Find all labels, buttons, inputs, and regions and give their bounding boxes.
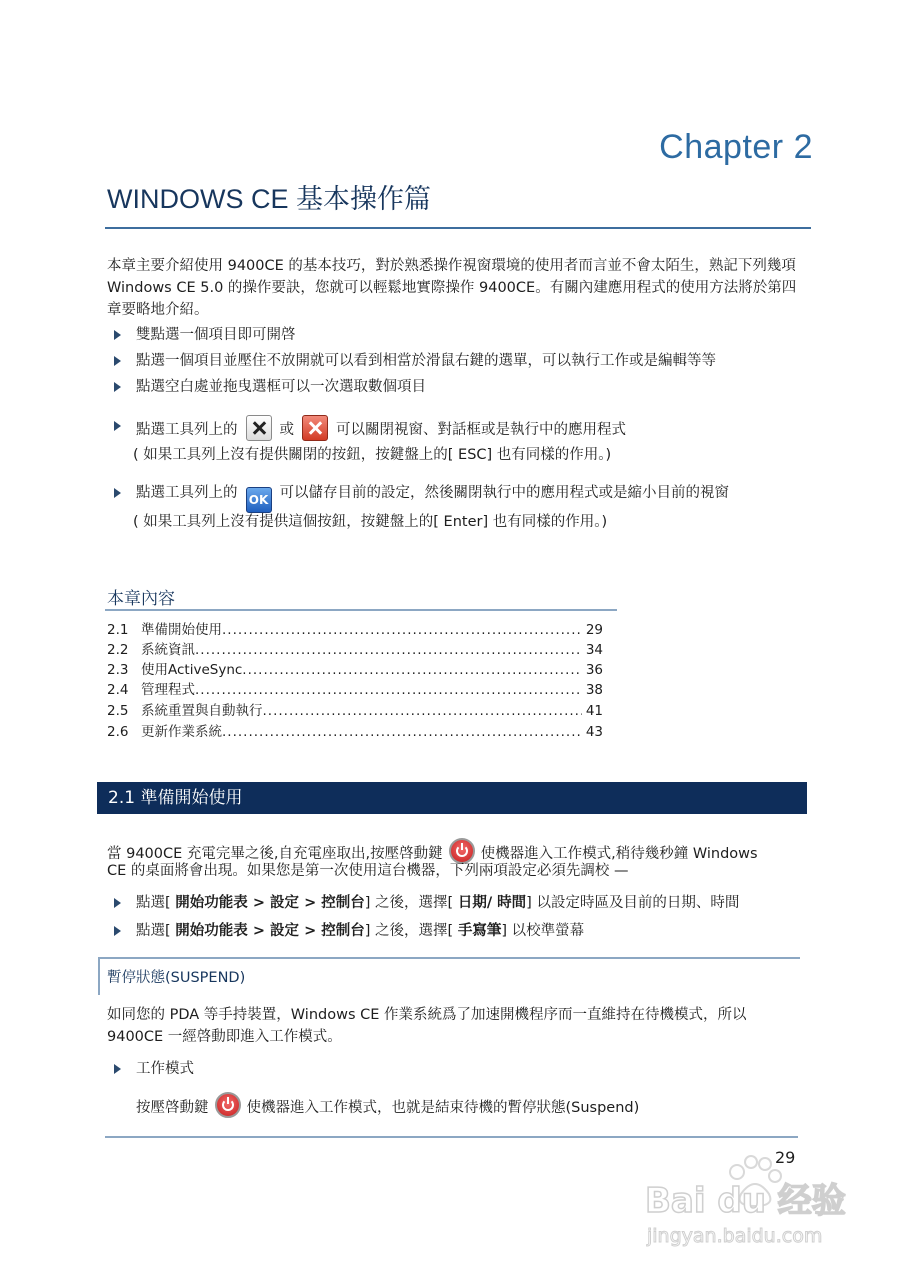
bullet-arrow-icon: [114, 1064, 121, 1074]
chapter-label: Chapter 2: [659, 128, 813, 166]
menu-path: 開始功能表 > 設定 > 控制台: [175, 923, 365, 939]
bullet-close-pre: 點選工具列上的: [136, 422, 238, 438]
ok-icon: OK: [246, 487, 272, 513]
toc-item-number: 2.4: [107, 682, 129, 698]
section-para-post1: 使機器進入工作模式,稍待幾秒鐘 Windows: [480, 846, 758, 862]
watermark-url: jingyan.baidu.com: [647, 1225, 823, 1247]
step-stylus: [136, 920, 584, 942]
bullet-arrow-icon: [114, 898, 121, 908]
toc-item-page: 38: [585, 682, 603, 698]
bullet-close-or: 或: [279, 422, 294, 438]
toc-item-page: 43: [585, 724, 603, 740]
toc-item-title: 使用ActiveSync: [141, 662, 243, 678]
bullet-close-post: 可以關閉視窗、對話框或是執行中的應用程式: [336, 422, 626, 438]
toc-item-title: 準備開始使用: [141, 622, 222, 638]
toc-heading: 本章內容: [107, 589, 175, 609]
bullet-arrow-icon: [114, 356, 121, 366]
bullet-close-window: [136, 415, 626, 441]
step-text: ] 以校準螢幕: [501, 923, 585, 939]
page-number: 29: [775, 1148, 796, 1167]
toc-item-title: 更新作業系統: [141, 724, 222, 740]
toc-item[interactable]: [107, 660, 603, 680]
toc-leader-dots: [242, 660, 582, 680]
toc-item[interactable]: [107, 640, 603, 660]
setting-name: 手寫筆: [457, 923, 502, 939]
bullet-arrow-icon: [114, 926, 121, 936]
section-header-bar: 2.1 準備開始使用: [97, 782, 807, 814]
subsection-left-bar: [98, 957, 100, 995]
bullet-tap-hold: 點選一個項目並壓住不放開就可以看到相當於滑鼠右鍵的選單，可以執行工作或是編輯等等: [136, 353, 716, 369]
bullet-double-tap: 雙點選一個項目即可開啓: [136, 327, 296, 343]
close-note: ( 如果工具列上沒有提供關閉的按鈕，按鍵盤上的[ ESC] 也有同樣的作用。): [133, 447, 612, 463]
bullet-ok-pre: 點選工具列上的: [136, 485, 238, 501]
toc-item-page: 34: [585, 642, 603, 658]
toc-item[interactable]: [107, 620, 603, 640]
toc-item-page: 29: [585, 622, 603, 638]
bullet-arrow-icon: [114, 330, 121, 340]
bullet-ok-save: [136, 482, 729, 513]
ok-note: ( 如果工具列上沒有提供這個按鈕，按鍵盤上的[ Enter] 也有同樣的作用。): [133, 514, 608, 530]
work-mode-line: [136, 1092, 639, 1119]
bullet-drag-select: 點選空白處並拖曳選框可以一次選取數個項目: [136, 379, 426, 395]
work-mode-pre: 按壓啓動鍵: [136, 1100, 209, 1116]
toc-item[interactable]: [107, 722, 603, 742]
toc-item-number: 2.6: [107, 724, 129, 740]
toc-item-page: 41: [585, 703, 603, 719]
toc-item-page: 36: [585, 662, 603, 678]
bullet-arrow-icon: [114, 382, 121, 392]
toc-item-number: 2.5: [107, 703, 129, 719]
toc-leader-dots: [222, 722, 582, 742]
toc-leader-dots: [222, 620, 582, 640]
toc-item-number: 2.2: [107, 642, 129, 658]
bullet-ok-post: 可以儲存目前的設定，然後關閉執行中的應用程式或是縮小目前的視窗: [279, 485, 729, 501]
baidu-watermark: [645, 1150, 850, 1260]
power-button-icon: [215, 1092, 241, 1118]
section-para-pre: 當 9400CE 充電完畢之後,自充電座取出,按壓啓動鍵: [107, 846, 443, 862]
step-text: ] 之後，選擇[: [364, 923, 458, 939]
work-mode-post: 使機器進入工作模式，也就是結束待機的暫停狀態(Suspend): [246, 1100, 640, 1116]
setting-name: 日期/ 時間: [457, 895, 527, 911]
toc-item-number: 2.1: [107, 622, 129, 638]
section-para-line2: CE 的桌面將會出現。如果您是第一次使用這台機器，下列兩項設定必須先調校 —: [107, 863, 629, 879]
toc-item[interactable]: [107, 680, 603, 700]
step-text: ] 之後，選擇[: [364, 895, 458, 911]
toc-leader-dots: [263, 701, 582, 721]
step-text: 點選[: [136, 923, 176, 939]
intro-paragraph: 本章主要介紹使用 9400CE 的基本技巧，對於熟悉操作視窗環境的使用者而言並不會太陌生，熟記下列幾項 Windows CE 5.0 的操作要訣，您就可以輕鬆地實際操作 9400CE。有關內建應用程式的使用方法將於第四章要略地介紹。: [107, 258, 797, 318]
bullet-arrow-icon: [114, 421, 121, 431]
toc-item[interactable]: [107, 701, 603, 721]
toc-leader-dots: [195, 640, 582, 660]
subsection-heading: 暫停狀態(SUSPEND): [107, 970, 246, 986]
step-text: 點選[: [136, 895, 176, 911]
toc-item-title: 系統重置與自動執行: [141, 703, 263, 719]
close-x-red-icon: [302, 415, 328, 441]
menu-path: 開始功能表 > 設定 > 控制台: [175, 895, 365, 911]
title-divider: [105, 227, 811, 229]
suspend-paragraph: 如同您的 PDA 等手持裝置，Windows CE 作業系統爲了加速開機程序而一直維持在待機模式，所以 9400CE 一經啓動即進入工作模式。: [107, 1007, 747, 1045]
toc-item-number: 2.3: [107, 662, 129, 678]
toc-item-title: 系統資訊: [141, 642, 195, 658]
step-date-time: [136, 892, 739, 914]
subsection-divider: [98, 957, 800, 959]
step-text: ] 以設定時區及目前的日期、時間: [526, 895, 740, 911]
toc-divider: [105, 609, 617, 611]
footer-divider: [105, 1136, 798, 1138]
watermark-brand: Bai du 经验: [645, 1181, 846, 1221]
toc-item-title: 管理程式: [141, 682, 195, 698]
close-x-icon: [246, 415, 272, 441]
chapter-title: WINDOWS CE 基本操作篇: [107, 184, 431, 214]
work-mode-bullet: 工作模式: [136, 1061, 194, 1077]
toc-leader-dots: [195, 680, 582, 700]
bullet-arrow-icon: [114, 488, 121, 498]
